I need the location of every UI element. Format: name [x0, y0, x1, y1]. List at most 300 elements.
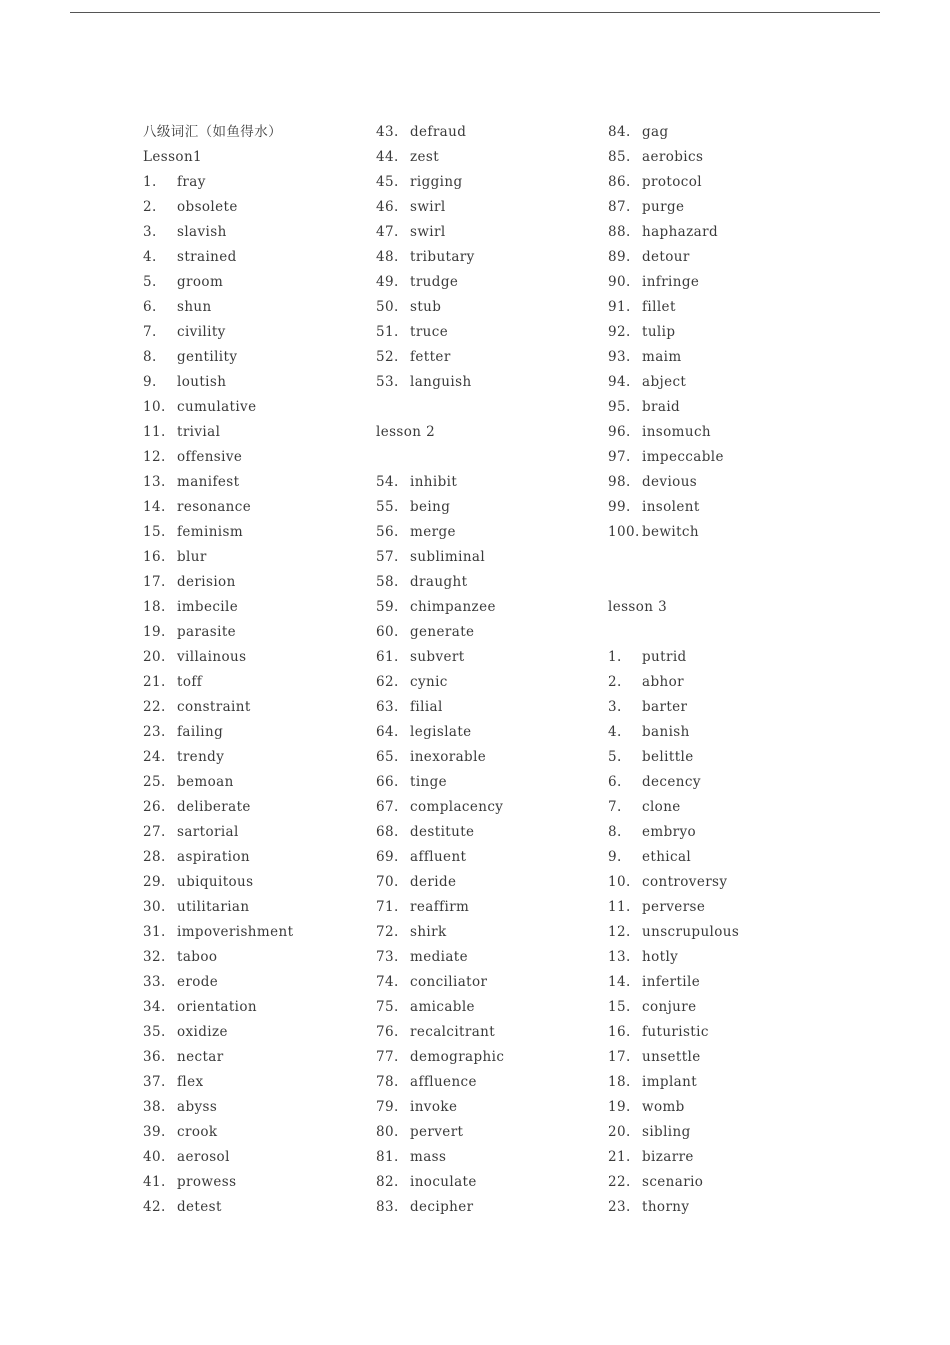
vocab-item: [608, 820, 739, 845]
item-number: 3.: [608, 699, 622, 715]
vocab-word: tulip: [642, 324, 676, 340]
vocab-item: [608, 220, 739, 245]
item-number: 45.: [376, 174, 399, 190]
vocab-word: erode: [177, 974, 219, 990]
vocab-item: [376, 1020, 504, 1045]
vocab-column-2: [376, 120, 504, 1220]
vocab-word: destitute: [410, 824, 475, 840]
vocab-word: decipher: [410, 1199, 474, 1215]
vocab-word: embryo: [642, 824, 697, 840]
vocab-word: bemoan: [177, 774, 234, 790]
item-number: 40.: [143, 1149, 166, 1165]
item-number: 72.: [376, 924, 399, 940]
item-number: 9.: [143, 374, 157, 390]
vocab-item: [608, 195, 739, 220]
vocab-word: cynic: [410, 674, 448, 690]
item-number: 22.: [143, 699, 166, 715]
item-number: 11.: [143, 424, 166, 440]
blank-line: [608, 570, 739, 595]
vocab-column-1: [143, 120, 293, 1220]
vocab-word: reaffirm: [410, 899, 470, 915]
vocab-word: clone: [642, 799, 681, 815]
item-number: 77.: [376, 1049, 399, 1065]
item-number: 74.: [376, 974, 399, 990]
vocab-item: [143, 820, 293, 845]
vocab-item: [143, 395, 293, 420]
vocab-item: [376, 645, 504, 670]
item-number: 28.: [143, 849, 166, 865]
item-number: 4.: [608, 724, 622, 740]
vocab-word: bizarre: [642, 1149, 694, 1165]
vocab-word: languish: [410, 374, 472, 390]
vocab-item: [143, 970, 293, 995]
vocab-word: aspiration: [177, 849, 251, 865]
vocab-item: [376, 370, 504, 395]
item-number: 26.: [143, 799, 166, 815]
vocab-word: orientation: [177, 999, 258, 1015]
vocab-word: devious: [642, 474, 698, 490]
vocab-item: [376, 170, 504, 195]
blank-line: [608, 545, 739, 570]
vocab-item: [376, 495, 504, 520]
vocab-item: [376, 470, 504, 495]
vocab-word: obsolete: [177, 199, 238, 215]
vocab-item: [143, 545, 293, 570]
vocab-item: [143, 245, 293, 270]
item-number: 95.: [608, 399, 631, 415]
item-number: 16.: [143, 549, 166, 565]
item-number: 59.: [376, 599, 399, 615]
item-number: 33.: [143, 974, 166, 990]
item-number: 53.: [376, 374, 399, 390]
item-number: 79.: [376, 1099, 399, 1115]
item-number: 10.: [143, 399, 166, 415]
vocab-word: futuristic: [642, 1024, 709, 1040]
vocab-item: [143, 220, 293, 245]
vocab-word: putrid: [642, 649, 687, 665]
item-number: 85.: [608, 149, 631, 165]
item-number: 20.: [608, 1124, 631, 1140]
vocab-item: [376, 870, 504, 895]
vocab-word: protocol: [642, 174, 702, 190]
vocab-word: deliberate: [177, 799, 251, 815]
vocab-word: infertile: [642, 974, 701, 990]
item-number: 49.: [376, 274, 399, 290]
vocab-item: [608, 520, 739, 545]
vocab-item: [608, 995, 739, 1020]
item-number: 82.: [376, 1174, 399, 1190]
vocab-word: abhor: [642, 674, 684, 690]
vocab-word: abject: [642, 374, 687, 390]
vocab-word: swirl: [410, 199, 446, 215]
vocab-word: haphazard: [642, 224, 718, 240]
vocab-item: [143, 595, 293, 620]
item-number: 34.: [143, 999, 166, 1015]
vocab-item: [608, 845, 739, 870]
item-number: 62.: [376, 674, 399, 690]
vocab-item: [143, 1145, 293, 1170]
vocab-word: feminism: [177, 524, 244, 540]
vocab-item: [376, 670, 504, 695]
vocab-word: subliminal: [410, 549, 486, 565]
vocab-word: zest: [410, 149, 440, 165]
vocab-word: manifest: [177, 474, 240, 490]
vocab-word: impoverishment: [177, 924, 294, 940]
vocab-word: unsettle: [642, 1049, 701, 1065]
vocab-word: prowess: [177, 1174, 237, 1190]
vocab-item: [143, 1120, 293, 1145]
vocab-item: [376, 945, 504, 970]
item-number: 25.: [143, 774, 166, 790]
vocab-word: stub: [410, 299, 442, 315]
vocab-item: [143, 470, 293, 495]
vocab-item: [143, 1095, 293, 1120]
vocab-item: [143, 520, 293, 545]
vocab-item: [608, 920, 739, 945]
item-number: 14.: [608, 974, 631, 990]
item-number: 8.: [608, 824, 622, 840]
vocab-item: [608, 420, 739, 445]
vocab-item: [608, 870, 739, 895]
vocab-item: [608, 320, 739, 345]
item-number: 94.: [608, 374, 631, 390]
vocab-word: being: [410, 499, 451, 515]
vocab-item: [376, 845, 504, 870]
item-number: 5.: [143, 274, 157, 290]
vocab-word: impeccable: [642, 449, 724, 465]
item-number: 52.: [376, 349, 399, 365]
vocab-word: unscrupulous: [642, 924, 740, 940]
item-number: 80.: [376, 1124, 399, 1140]
item-number: 17.: [143, 574, 166, 590]
item-number: 21.: [143, 674, 166, 690]
vocab-item: [376, 195, 504, 220]
item-number: 29.: [143, 874, 166, 890]
item-number: 86.: [608, 174, 631, 190]
vocab-word: maim: [642, 349, 682, 365]
vocab-word: sibling: [642, 1124, 691, 1140]
vocab-item: [143, 920, 293, 945]
item-number: 100.: [608, 524, 640, 540]
vocab-word: conciliator: [410, 974, 488, 990]
vocab-word: cumulative: [177, 399, 257, 415]
section-heading: lesson 3: [608, 599, 668, 615]
vocab-word: truce: [410, 324, 449, 340]
vocab-item: [608, 395, 739, 420]
item-number: 58.: [376, 574, 399, 590]
item-number: 11.: [608, 899, 631, 915]
item-number: 15.: [608, 999, 631, 1015]
vocab-item: [143, 345, 293, 370]
vocab-item: [143, 945, 293, 970]
vocab-word: imbecile: [177, 599, 239, 615]
item-number: 97.: [608, 449, 631, 465]
item-number: 20.: [143, 649, 166, 665]
vocab-word: belittle: [642, 749, 694, 765]
vocab-item: [376, 270, 504, 295]
item-number: 9.: [608, 849, 622, 865]
item-number: 21.: [608, 1149, 631, 1165]
vocab-word: nectar: [177, 1049, 224, 1065]
vocab-item: [143, 745, 293, 770]
vocab-item: [143, 845, 293, 870]
item-number: 43.: [376, 124, 399, 140]
item-number: 78.: [376, 1074, 399, 1090]
item-number: 1.: [608, 649, 622, 665]
item-number: 65.: [376, 749, 399, 765]
vocab-item: [143, 1070, 293, 1095]
vocab-item: [143, 320, 293, 345]
vocab-item: [608, 720, 739, 745]
item-number: 70.: [376, 874, 399, 890]
vocab-word: crook: [177, 1124, 218, 1140]
vocab-word: demographic: [410, 1049, 505, 1065]
item-number: 15.: [143, 524, 166, 540]
item-number: 50.: [376, 299, 399, 315]
vocab-item: [608, 145, 739, 170]
item-number: 44.: [376, 149, 399, 165]
vocab-item: [143, 1020, 293, 1045]
vocab-item: [376, 720, 504, 745]
vocab-word: womb: [642, 1099, 685, 1115]
item-number: 66.: [376, 774, 399, 790]
vocab-item: [143, 1195, 293, 1220]
vocab-word: derision: [177, 574, 236, 590]
vocab-word: parasite: [177, 624, 237, 640]
vocab-item: [143, 370, 293, 395]
vocab-word: filial: [410, 699, 443, 715]
item-number: 35.: [143, 1024, 166, 1040]
item-number: 38.: [143, 1099, 166, 1115]
vocab-item: [376, 1195, 504, 1220]
vocab-item: [608, 245, 739, 270]
item-number: 16.: [608, 1024, 631, 1040]
vocab-word: bewitch: [642, 524, 699, 540]
vocab-item: [143, 445, 293, 470]
vocab-item: [143, 795, 293, 820]
vocab-item: [376, 120, 504, 145]
vocab-word: scenario: [642, 1174, 704, 1190]
vocab-word: perverse: [642, 899, 706, 915]
item-number: 18.: [143, 599, 166, 615]
vocab-item: [608, 645, 739, 670]
item-number: 83.: [376, 1199, 399, 1215]
vocab-item: [143, 495, 293, 520]
item-number: 12.: [608, 924, 631, 940]
vocab-word: pervert: [410, 1124, 464, 1140]
vocab-item: [608, 770, 739, 795]
vocab-word: invoke: [410, 1099, 458, 1115]
vocab-word: tinge: [410, 774, 448, 790]
vocab-word: mediate: [410, 949, 469, 965]
vocab-word: barter: [642, 699, 688, 715]
vocab-word: loutish: [177, 374, 227, 390]
vocab-word: shirk: [410, 924, 447, 940]
top-rule: [70, 12, 880, 13]
item-number: 56.: [376, 524, 399, 540]
vocab-item: [376, 520, 504, 545]
item-number: 32.: [143, 949, 166, 965]
vocab-word: ubiquitous: [177, 874, 254, 890]
vocab-word: offensive: [177, 449, 243, 465]
vocab-item: [608, 1195, 739, 1220]
item-number: 91.: [608, 299, 631, 315]
vocab-word: utilitarian: [177, 899, 250, 915]
section-heading: lesson 2: [376, 424, 436, 440]
item-number: 76.: [376, 1024, 399, 1040]
vocab-word: conjure: [642, 999, 697, 1015]
vocab-word: braid: [642, 399, 681, 415]
vocab-item: [143, 270, 293, 295]
item-number: 22.: [608, 1174, 631, 1190]
item-number: 1.: [143, 174, 157, 190]
vocab-word: rigging: [410, 174, 463, 190]
vocab-item: [608, 670, 739, 695]
vocab-column-3: [608, 120, 739, 1220]
item-number: 75.: [376, 999, 399, 1015]
vocab-item: [376, 1120, 504, 1145]
vocab-word: abyss: [177, 1099, 218, 1115]
vocab-item: [608, 970, 739, 995]
vocab-word: sartorial: [177, 824, 239, 840]
vocab-word: thorny: [642, 1199, 690, 1215]
vocab-item: [376, 995, 504, 1020]
vocab-word: swirl: [410, 224, 446, 240]
vocab-word: villainous: [177, 649, 247, 665]
vocab-item: [376, 570, 504, 595]
item-number: 30.: [143, 899, 166, 915]
vocab-item: [608, 1120, 739, 1145]
vocab-item: [608, 470, 739, 495]
item-number: 90.: [608, 274, 631, 290]
item-number: 47.: [376, 224, 399, 240]
vocab-word: decency: [642, 774, 701, 790]
vocab-word: ethical: [642, 849, 692, 865]
vocab-item: [608, 1070, 739, 1095]
item-number: 60.: [376, 624, 399, 640]
vocab-word: affluent: [410, 849, 467, 865]
item-number: 55.: [376, 499, 399, 515]
vocab-word: insolent: [642, 499, 700, 515]
vocab-item: [143, 1045, 293, 1070]
vocab-item: [376, 920, 504, 945]
item-number: 14.: [143, 499, 166, 515]
vocab-item: [143, 870, 293, 895]
vocab-word: oxidize: [177, 1024, 228, 1040]
vocab-word: affluence: [410, 1074, 477, 1090]
vocab-item: [376, 1070, 504, 1095]
item-number: 61.: [376, 649, 399, 665]
vocab-item: [143, 995, 293, 1020]
item-number: 48.: [376, 249, 399, 265]
item-number: 69.: [376, 849, 399, 865]
vocab-word: aerobics: [642, 149, 704, 165]
vocab-word: gag: [642, 124, 669, 140]
vocab-item: [376, 770, 504, 795]
vocab-item: [143, 295, 293, 320]
item-number: 6.: [608, 774, 622, 790]
item-number: 93.: [608, 349, 631, 365]
vocab-item: [608, 1045, 739, 1070]
vocab-item: [143, 695, 293, 720]
vocab-word: legislate: [410, 724, 472, 740]
item-number: 99.: [608, 499, 631, 515]
vocab-item: [376, 1170, 504, 1195]
item-number: 31.: [143, 924, 166, 940]
vocab-item: [376, 970, 504, 995]
vocab-word: resonance: [177, 499, 252, 515]
vocab-item: [143, 670, 293, 695]
vocab-item: [143, 895, 293, 920]
vocab-word: merge: [410, 524, 456, 540]
vocab-item: [376, 145, 504, 170]
vocab-word: chimpanzee: [410, 599, 496, 615]
vocab-item: [143, 620, 293, 645]
item-number: 67.: [376, 799, 399, 815]
vocab-word: trudge: [410, 274, 459, 290]
vocab-word: aerosol: [177, 1149, 230, 1165]
vocab-item: [143, 720, 293, 745]
item-number: 36.: [143, 1049, 166, 1065]
item-number: 81.: [376, 1149, 399, 1165]
vocab-item: [143, 195, 293, 220]
vocab-word: tributary: [410, 249, 475, 265]
item-number: 2.: [608, 674, 622, 690]
vocab-item: [376, 895, 504, 920]
item-number: 27.: [143, 824, 166, 840]
item-number: 23.: [143, 724, 166, 740]
item-number: 3.: [143, 224, 157, 240]
vocab-item: [608, 445, 739, 470]
vocab-item: [376, 320, 504, 345]
vocab-item: [608, 345, 739, 370]
blank-line: [376, 395, 504, 420]
vocab-item: [143, 420, 293, 445]
item-number: 63.: [376, 699, 399, 715]
vocab-word: civility: [177, 324, 226, 340]
vocab-item: [608, 170, 739, 195]
item-number: 96.: [608, 424, 631, 440]
item-number: 6.: [143, 299, 157, 315]
vocab-word: inoculate: [410, 1174, 477, 1190]
vocab-word: groom: [177, 274, 224, 290]
vocab-item: [143, 170, 293, 195]
vocab-item: [376, 220, 504, 245]
vocab-word: generate: [410, 624, 475, 640]
vocab-word: mass: [410, 1149, 447, 1165]
item-number: 89.: [608, 249, 631, 265]
section-heading: Lesson1: [143, 149, 203, 165]
vocab-item: [608, 1020, 739, 1045]
vocab-word: detest: [177, 1199, 222, 1215]
item-number: 92.: [608, 324, 631, 340]
item-number: 2.: [143, 199, 157, 215]
vocab-item: [608, 270, 739, 295]
blank-line: [608, 620, 739, 645]
item-number: 5.: [608, 749, 622, 765]
vocab-item: [608, 1145, 739, 1170]
item-number: 8.: [143, 349, 157, 365]
item-number: 13.: [143, 474, 166, 490]
vocab-word: strained: [177, 249, 237, 265]
item-number: 4.: [143, 249, 157, 265]
item-number: 98.: [608, 474, 631, 490]
vocab-item: [376, 695, 504, 720]
item-number: 51.: [376, 324, 399, 340]
vocab-word: banish: [642, 724, 690, 740]
vocab-item: [376, 1095, 504, 1120]
item-number: 46.: [376, 199, 399, 215]
